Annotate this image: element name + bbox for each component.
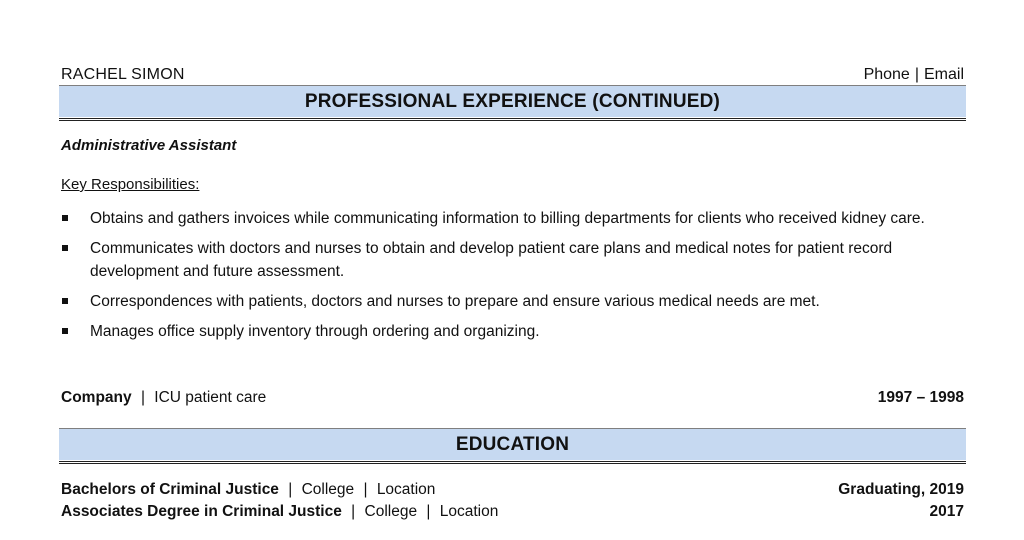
candidate-name: RACHEL SIMON — [61, 66, 185, 83]
resume-header — [61, 60, 964, 84]
education-entry — [61, 481, 964, 499]
education-section-title: EDUCATION — [455, 434, 570, 455]
education-info — [61, 503, 498, 521]
responsibilities-heading: Key Responsibilities: — [61, 176, 200, 193]
contact-separator: | — [914, 66, 919, 83]
graduation-date: 2017 — [929, 503, 964, 520]
company-description: ICU patient care — [154, 389, 267, 406]
degree-name: Bachelors of Criminal Justice — [61, 481, 279, 498]
experience-section-bar — [59, 85, 966, 117]
education-separator: | — [363, 481, 368, 498]
responsibilities-list — [61, 207, 936, 350]
graduation-date: Graduating, 2019 — [838, 481, 964, 498]
square-bullet-icon — [62, 215, 68, 221]
school-name: College — [301, 481, 355, 498]
list-item — [61, 207, 936, 230]
phone-text: Phone — [863, 66, 910, 83]
email-text: Email — [923, 66, 964, 83]
list-item — [61, 290, 936, 313]
employment-dates: 1997 – 1998 — [877, 389, 964, 406]
education-section-bar — [59, 428, 966, 460]
education-entry — [61, 503, 964, 521]
resume-page — [59, 0, 966, 540]
school-location: Location — [439, 503, 499, 520]
company-info — [61, 389, 266, 407]
education-separator: | — [288, 481, 293, 498]
list-item — [61, 320, 936, 343]
experience-section-title: PROFESSIONAL EXPERIENCE (CONTINUED) — [304, 91, 721, 112]
company-name: Company — [61, 389, 132, 406]
school-name: College — [364, 503, 418, 520]
contact-info — [864, 66, 964, 84]
square-bullet-icon — [62, 245, 68, 251]
bullet-text: Obtains and gathers invoices while communicating information to billing departments for clients who received kidney care. — [90, 210, 925, 227]
company-separator: | — [140, 389, 145, 406]
list-item — [61, 237, 936, 283]
company-row — [61, 389, 964, 407]
job-title: Administrative Assistant — [61, 137, 237, 154]
education-info — [61, 481, 435, 499]
square-bullet-icon — [62, 298, 68, 304]
bullet-text: Correspondences with patients, doctors and nurses to prepare and ensure various medical needs are met. — [90, 293, 820, 310]
degree-name: Associates Degree in Criminal Justice — [61, 503, 342, 520]
education-separator: | — [351, 503, 356, 520]
square-bullet-icon — [62, 328, 68, 334]
section-divider — [59, 118, 966, 121]
school-location: Location — [376, 481, 436, 498]
bullet-text: Manages office supply inventory through ordering and organizing. — [90, 323, 540, 340]
section-divider — [59, 461, 966, 464]
bullet-text: Communicates with doctors and nurses to obtain and develop patient care plans and medical notes for patient record development and future assessment. — [90, 240, 893, 280]
education-separator: | — [426, 503, 431, 520]
